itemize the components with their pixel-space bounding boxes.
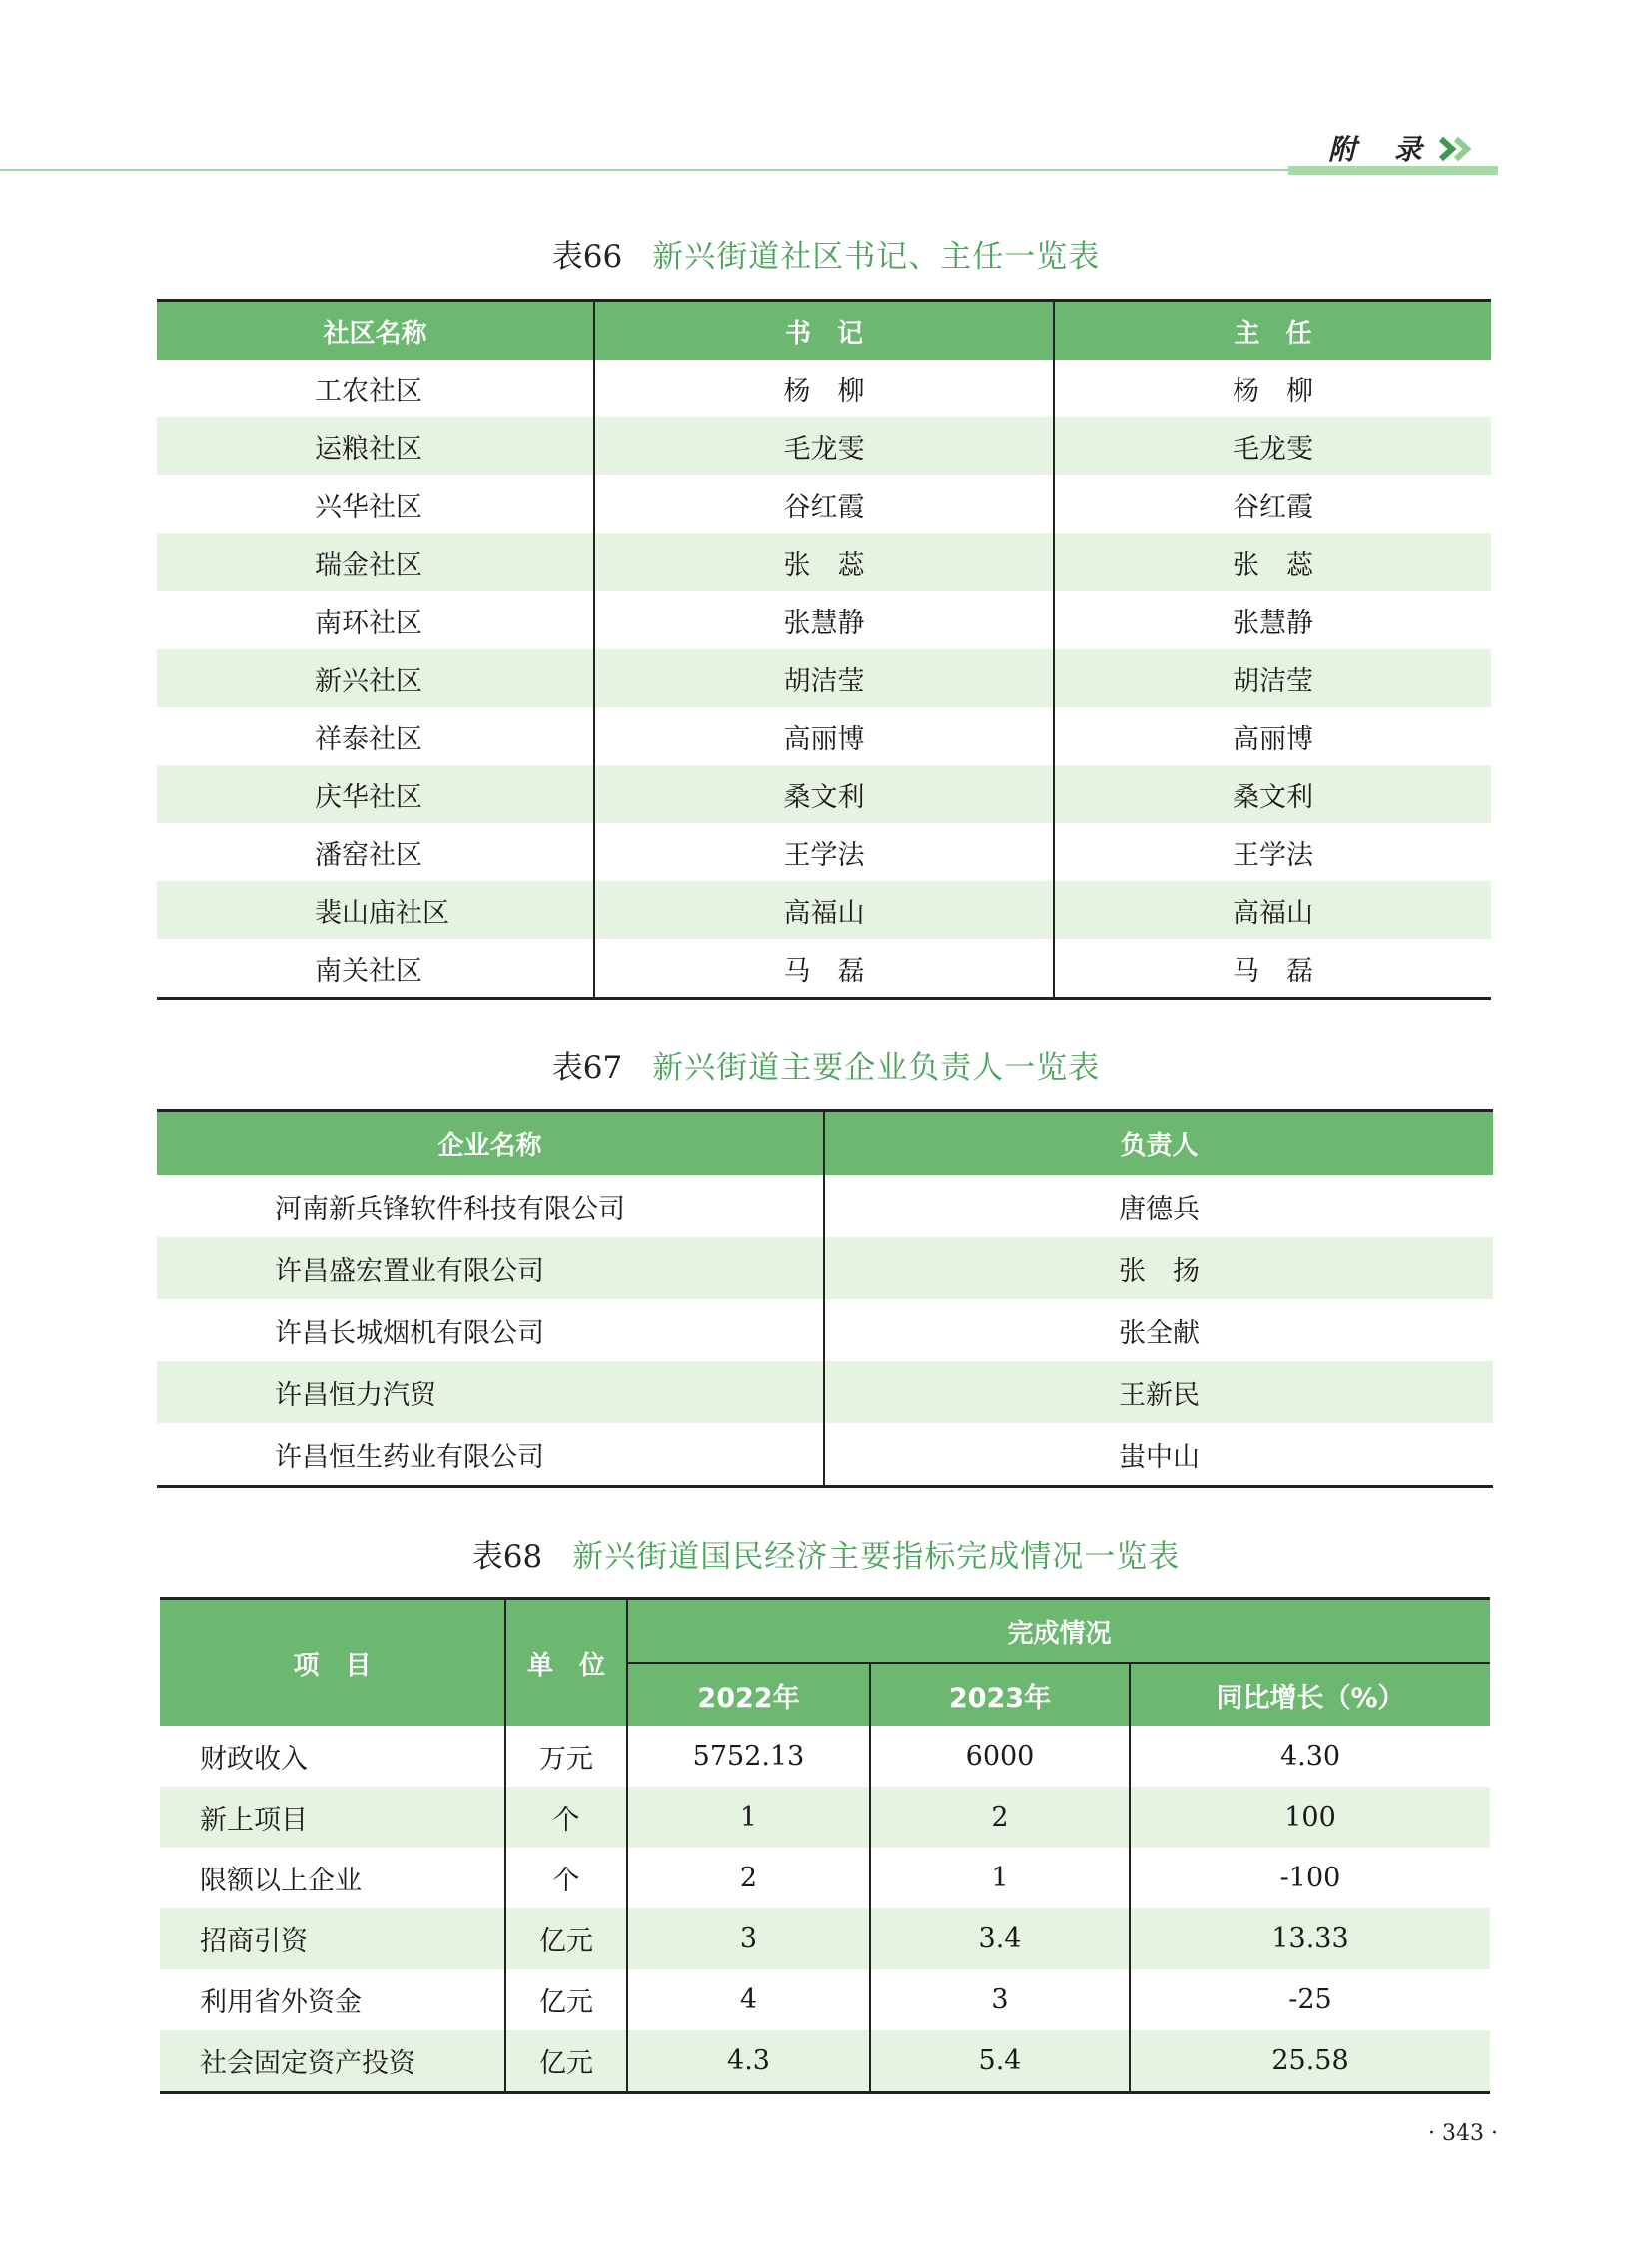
table67 <box>157 1109 1493 1488</box>
director: 胡洁莹 <box>1054 649 1491 707</box>
table-row <box>157 1237 1493 1299</box>
table-row <box>157 1423 1493 1487</box>
yoy-growth: 13.33 <box>1130 1908 1490 1969</box>
column-header: 主 任 <box>1054 301 1491 361</box>
secretary: 桑文利 <box>594 765 1054 823</box>
community-name: 南关社区 <box>315 955 422 987</box>
unit: 亿元 <box>505 2030 627 2093</box>
table66 <box>157 299 1491 1000</box>
community-name: 裴山庙社区 <box>157 881 594 939</box>
yoy-growth: 25.58 <box>1130 2030 1490 2093</box>
value-2023: 5.4 <box>870 2030 1130 2093</box>
secretary: 马 磊 <box>594 939 1054 999</box>
secretary: 胡洁莹 <box>594 649 1054 707</box>
table68-number: 表68 <box>471 1539 543 1575</box>
table-row <box>157 475 1491 533</box>
value-2022: 2 <box>627 1848 870 1908</box>
community-name: 庆华社区 <box>157 765 594 823</box>
company-name: 河南新兵锋软件科技有限公司 <box>275 1193 625 1225</box>
secretary: 高福山 <box>594 881 1054 939</box>
table67-header-row <box>157 1111 1493 1176</box>
column-header: 同比增长（%） <box>1130 1663 1490 1726</box>
secretary: 王学法 <box>594 823 1054 881</box>
column-header: 书 记 <box>594 301 1054 361</box>
unit: 个 <box>505 1848 627 1908</box>
indicator-name: 财政收入 <box>200 1744 308 1775</box>
table-row <box>157 533 1491 591</box>
community-name: 祥泰社区 <box>315 723 422 755</box>
unit: 亿元 <box>505 1908 627 1969</box>
table-row <box>157 417 1491 475</box>
unit: 亿元 <box>505 1969 627 2030</box>
person-in-charge: 唐德兵 <box>824 1175 1493 1237</box>
double-chevron-icon <box>1438 136 1478 162</box>
person-in-charge: 蚩中山 <box>824 1423 1493 1487</box>
column-header: 负责人 <box>824 1111 1493 1176</box>
company-name: 许昌盛宏置业有限公司 <box>157 1237 824 1299</box>
table66-header-row <box>157 301 1491 361</box>
secretary: 毛龙雯 <box>594 417 1054 475</box>
table-row <box>157 360 1491 417</box>
column-header: 2023年 <box>870 1663 1130 1726</box>
table-row <box>157 1299 1493 1361</box>
director: 张 蕊 <box>1054 533 1491 591</box>
value-2023: 3 <box>870 1969 1130 2030</box>
table67-title: 新兴街道主要企业负责人一览表 <box>652 1050 1101 1086</box>
company-name: 许昌恒生药业有限公司 <box>275 1441 544 1473</box>
indicator-name: 利用省外资金 <box>200 1987 362 2018</box>
yoy-growth: -100 <box>1130 1848 1490 1908</box>
unit: 万元 <box>505 1726 627 1787</box>
secretary: 张 蕊 <box>594 533 1054 591</box>
table-row <box>157 823 1491 881</box>
table68 <box>160 1597 1490 2094</box>
table-row <box>157 591 1491 649</box>
table-row <box>157 765 1491 823</box>
community-name: 瑞金社区 <box>157 533 594 591</box>
table66-number: 表66 <box>551 239 623 275</box>
table-row <box>157 649 1491 707</box>
secretary: 谷红霞 <box>594 475 1054 533</box>
director: 杨 柳 <box>1054 360 1491 417</box>
director: 谷红霞 <box>1054 475 1491 533</box>
value-2022: 4.3 <box>627 2030 870 2093</box>
table68-title: 新兴街道国民经济主要指标完成情况一览表 <box>572 1539 1181 1575</box>
person-in-charge: 张 扬 <box>824 1237 1493 1299</box>
table68-caption <box>0 1531 1652 1576</box>
company-name: 许昌恒力汽贸 <box>157 1361 824 1423</box>
director: 王学法 <box>1054 823 1491 881</box>
value-2023: 1 <box>870 1848 1130 1908</box>
table-row <box>160 1848 1490 1908</box>
community-name: 新兴社区 <box>157 649 594 707</box>
header-rule <box>0 169 1498 171</box>
director: 毛龙雯 <box>1054 417 1491 475</box>
table-row <box>157 881 1491 939</box>
table66-title: 新兴街道社区书记、主任一览表 <box>652 239 1101 275</box>
table67-number: 表67 <box>551 1050 623 1086</box>
table-row <box>157 1175 1493 1237</box>
yoy-growth: -25 <box>1130 1969 1490 2030</box>
running-head: 附 录 <box>1328 133 1436 166</box>
director: 高福山 <box>1054 881 1491 939</box>
indicator-name: 招商引资 <box>160 1908 505 1969</box>
table-row <box>160 1726 1490 1787</box>
table-row <box>157 939 1491 999</box>
column-header-unit: 单 位 <box>505 1599 627 1727</box>
table-row <box>157 707 1491 765</box>
table-row <box>160 1908 1490 1969</box>
community-name: 运粮社区 <box>157 417 594 475</box>
value-2022: 3 <box>627 1908 870 1969</box>
community-name: 南环社区 <box>315 607 422 639</box>
value-2022: 1 <box>627 1787 870 1848</box>
column-header: 企业名称 <box>157 1111 824 1176</box>
unit: 个 <box>505 1787 627 1848</box>
value-2022: 4 <box>627 1969 870 2030</box>
director: 高丽博 <box>1054 707 1491 765</box>
indicator-name: 新上项目 <box>160 1787 505 1848</box>
page-number: · 343 · <box>1428 2121 1498 2146</box>
value-2023: 6000 <box>870 1726 1130 1787</box>
value-2022: 5752.13 <box>627 1726 870 1787</box>
director: 马 磊 <box>1054 939 1491 999</box>
indicator-name: 限额以上企业 <box>200 1866 362 1896</box>
indicator-name: 社会固定资产投资 <box>160 2030 505 2093</box>
table-row <box>160 2030 1490 2093</box>
table-row <box>157 1361 1493 1423</box>
community-name: 兴华社区 <box>315 491 422 523</box>
table67-caption <box>0 1042 1652 1087</box>
director: 桑文利 <box>1054 765 1491 823</box>
table68-header-row <box>160 1599 1490 1664</box>
yoy-growth: 4.30 <box>1130 1726 1490 1787</box>
person-in-charge: 王新民 <box>824 1361 1493 1423</box>
value-2023: 2 <box>870 1787 1130 1848</box>
table-row <box>160 1969 1490 2030</box>
table66-caption <box>0 231 1652 276</box>
company-name: 许昌长城烟机有限公司 <box>275 1317 544 1349</box>
community-name: 工农社区 <box>315 375 422 407</box>
value-2023: 3.4 <box>870 1908 1130 1969</box>
column-header: 社区名称 <box>157 301 594 361</box>
director: 张慧静 <box>1054 591 1491 649</box>
yoy-growth: 100 <box>1130 1787 1490 1848</box>
community-name: 潘窑社区 <box>315 839 422 871</box>
secretary: 高丽博 <box>594 707 1054 765</box>
column-header: 2022年 <box>627 1663 870 1726</box>
column-header-item: 项 目 <box>160 1599 505 1727</box>
secretary: 杨 柳 <box>594 360 1054 417</box>
secretary: 张慧静 <box>594 591 1054 649</box>
table-row <box>160 1787 1490 1848</box>
person-in-charge: 张全献 <box>824 1299 1493 1361</box>
column-group-header: 完成情况 <box>627 1599 1490 1664</box>
